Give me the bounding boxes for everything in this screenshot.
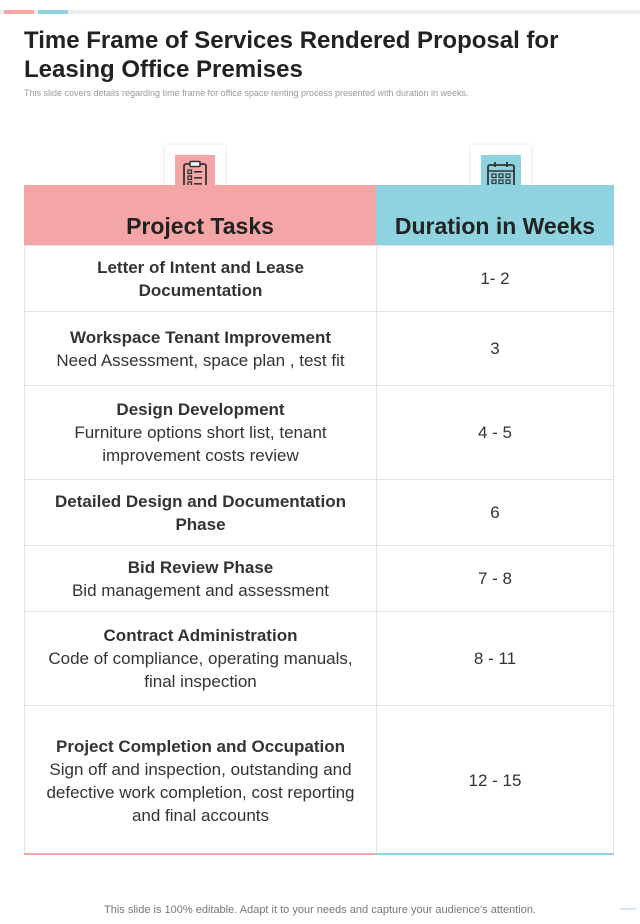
task-title: Letter of Intent and Lease Documentation xyxy=(97,257,304,300)
footer-note: This slide is 100% editable. Adapt it to your needs and capture your audience's attention. xyxy=(104,904,536,916)
task-cell xyxy=(24,611,376,705)
task-title: Workspace Tenant Improvement xyxy=(69,327,332,347)
page-title: Time Frame of Services Rendered Proposal for Leasing Office Premises xyxy=(24,27,559,83)
task-title: Contract Administration xyxy=(103,626,298,645)
accent-segment-pink xyxy=(4,10,34,14)
task-detail: Sign off and inspection, outstanding and defective work completion, cost reporting and final accounts xyxy=(46,759,355,825)
task-detail: Need Assessment, space plan , test fit xyxy=(56,350,345,370)
task-cell xyxy=(24,545,376,611)
duration-cell: 3 xyxy=(376,311,614,385)
table-bottom-line-duration xyxy=(376,853,614,855)
task-title: Project Completion and Occupation xyxy=(55,736,346,756)
task-cell xyxy=(24,479,376,545)
header-project-tasks: Project Tasks xyxy=(24,185,376,245)
task-detail: Bid management and assessment xyxy=(71,580,330,600)
task-title: Detailed Design and Documentation Phase xyxy=(55,491,346,534)
task-cell xyxy=(24,385,376,479)
duration-cell: 1- 2 xyxy=(376,245,614,311)
duration-cell: 12 - 15 xyxy=(376,705,614,855)
task-detail: Code of compliance, operating manuals, final inspection xyxy=(48,649,353,691)
timeframe-table xyxy=(24,185,614,858)
table-bottom-line-tasks xyxy=(24,853,376,855)
task-cell xyxy=(24,705,376,855)
page-subtitle: This slide covers details regarding time frame for office space renting process presented with duration in weeks. xyxy=(24,88,469,98)
accent-segment-blue xyxy=(38,10,68,14)
task-cell xyxy=(24,245,376,311)
duration-cell: 4 - 5 xyxy=(376,385,614,479)
corner-accent xyxy=(620,908,636,910)
duration-cell: 7 - 8 xyxy=(376,545,614,611)
top-accent-bar xyxy=(0,10,640,14)
header-duration: Duration in Weeks xyxy=(376,185,614,245)
duration-cell: 8 - 11 xyxy=(376,611,614,705)
duration-cell: 6 xyxy=(376,479,614,545)
task-title: Bid Review Phase xyxy=(127,557,274,577)
task-cell xyxy=(24,311,376,385)
task-title: Design Development xyxy=(116,400,285,419)
task-detail: Furniture options short list, tenant improvement costs review xyxy=(74,423,327,465)
